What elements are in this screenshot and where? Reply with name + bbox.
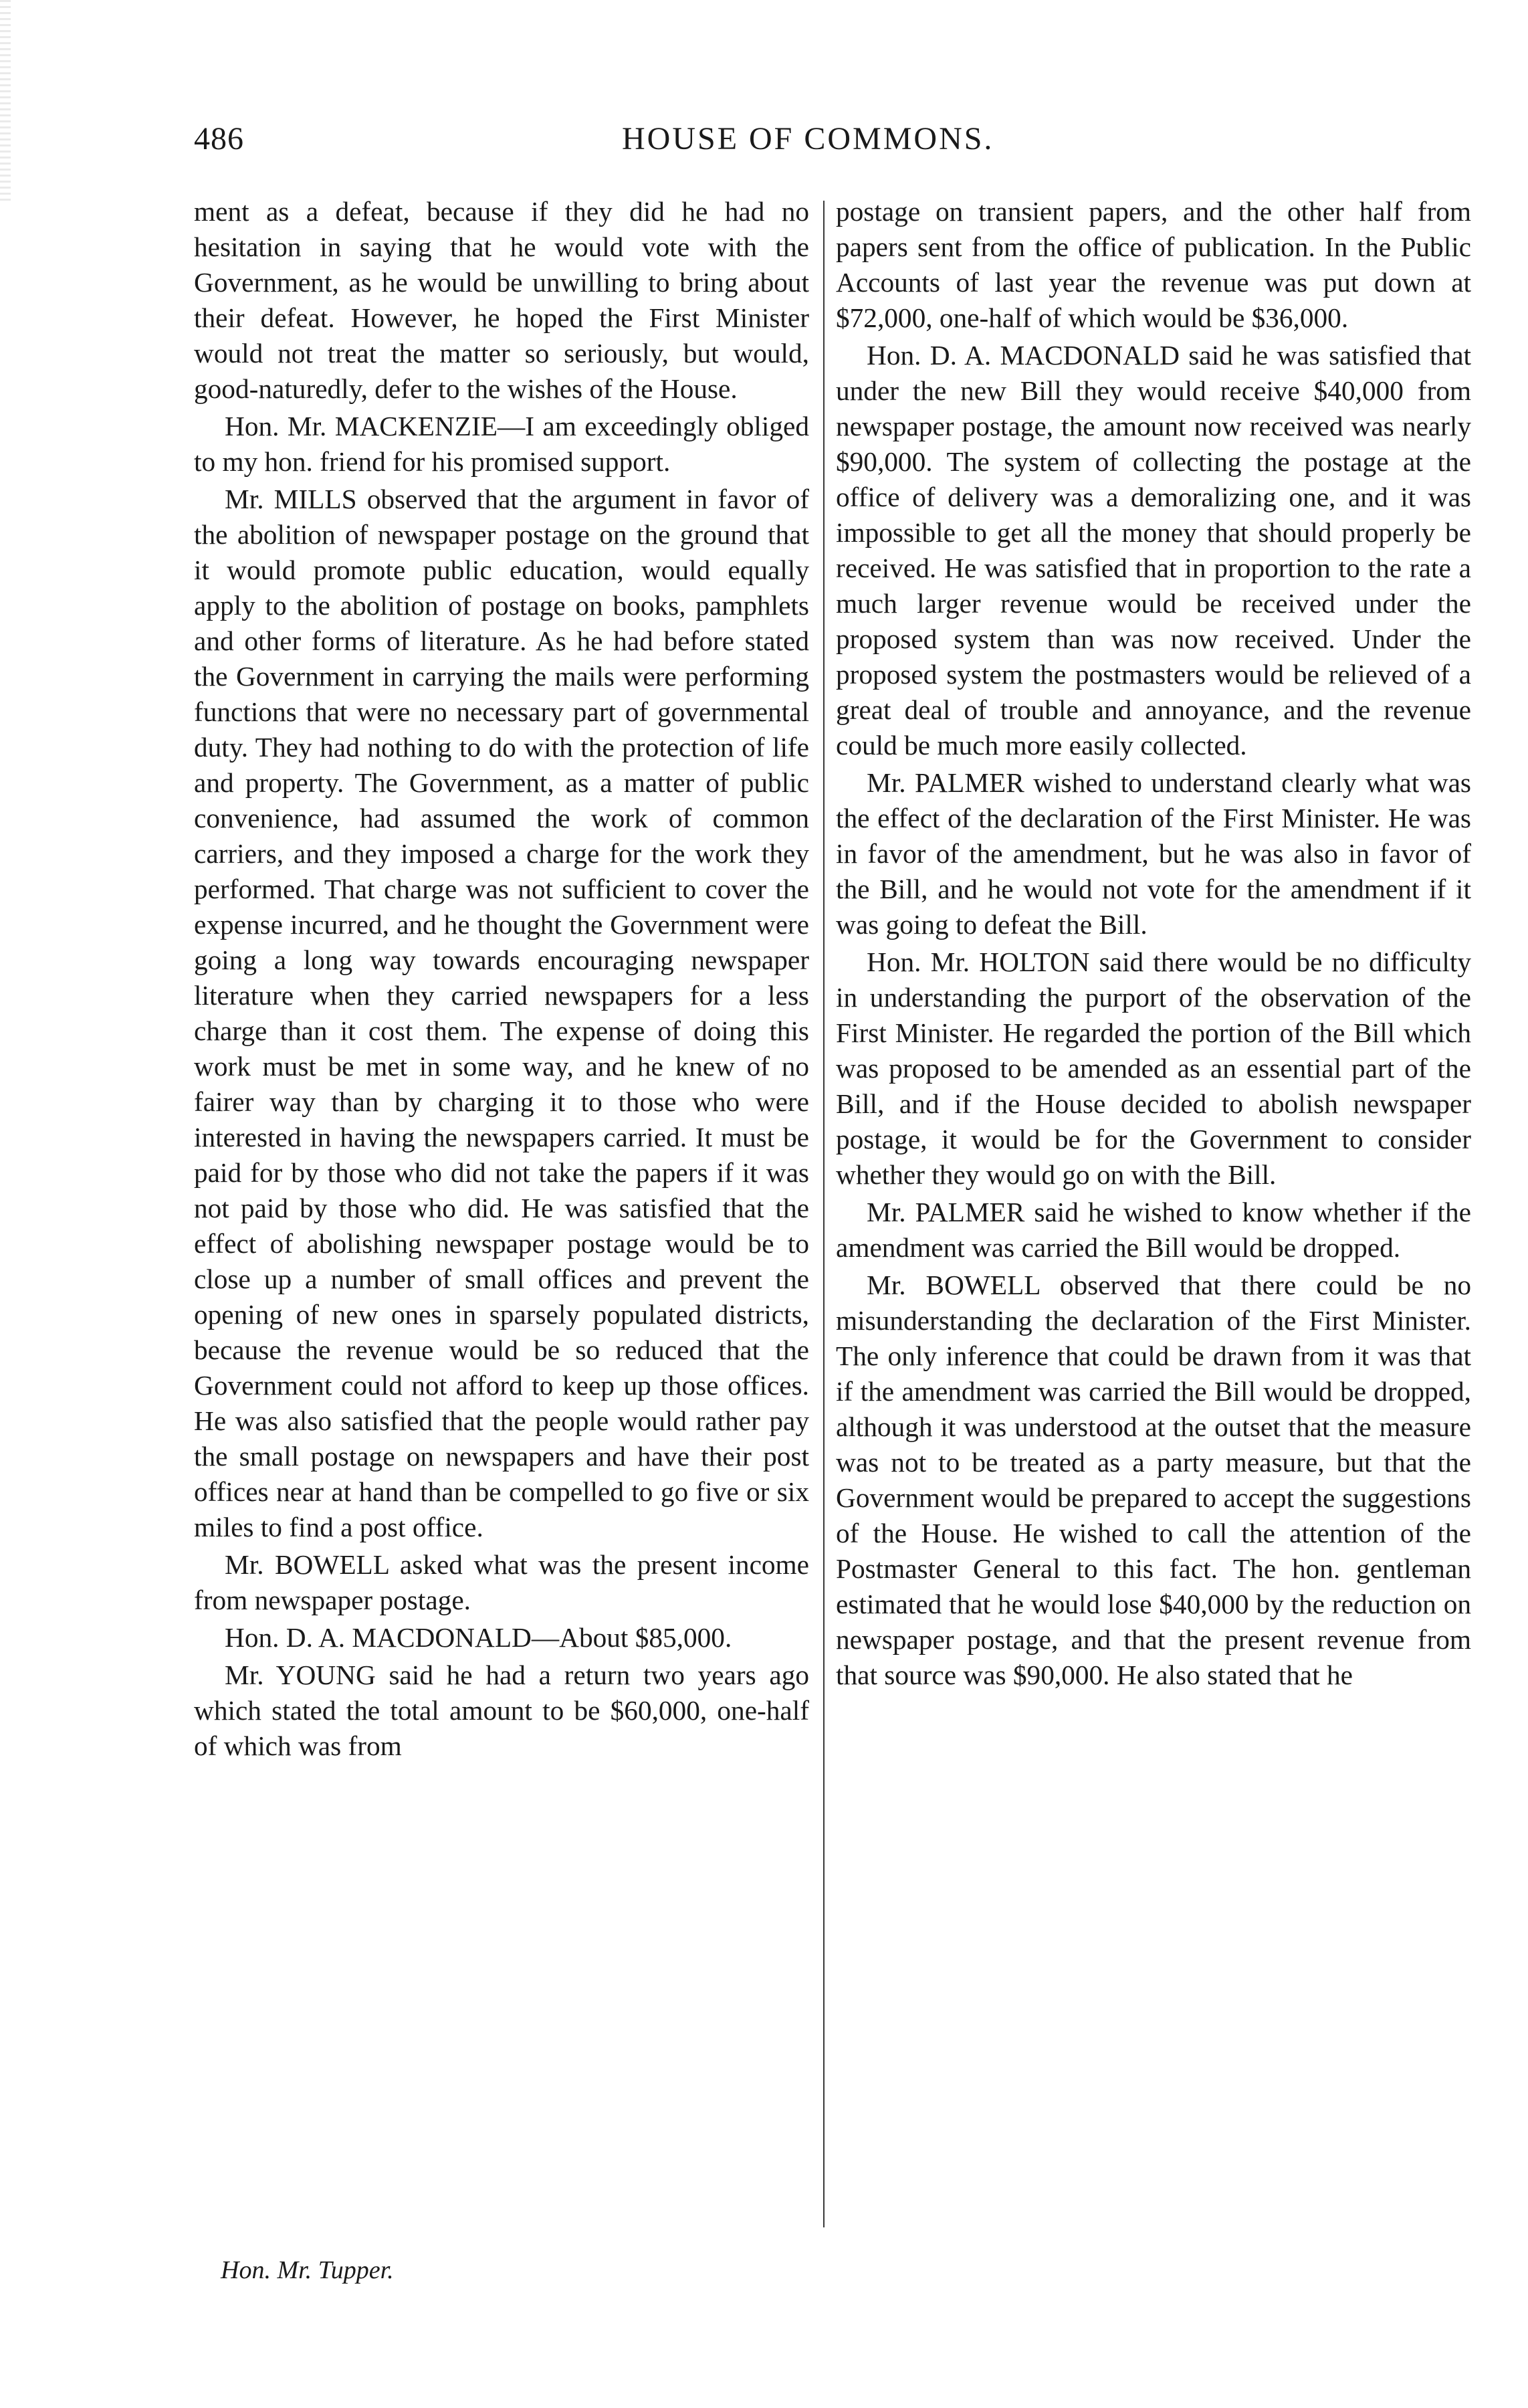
right-column — [836, 194, 1471, 1695]
column-divider — [823, 201, 825, 2227]
footer-speaker-note: Hon. Mr. Tupper. — [221, 2256, 394, 2284]
paragraph-right-1: postage on transient papers, and the other half from papers sent from the office of publication. In the Public Accounts of last year the revenue was put down at $72,000, one-half of which would be $36,000. — [836, 196, 1471, 333]
paragraph-right-6: Mr. BOWELL observed that there could be no misunderstanding the declaration of the First Minister. The only inference that could be drawn from it was that if the amendment was carried the Bill would be dropped, although it was understood at the outset that the measure was not to be treated as a party measure, but that the Government would be prepared to accept the suggestions of the House. He wished to call the attention of the Postmaster General to this fact. The hon. gentleman estimated that he would lose $40,000 by the reduction on newspaper postage, and that the present revenue from that source was $90,000. He also stated that he — [836, 1270, 1471, 1690]
paragraph-left-2: Hon. Mr. MACKENZIE—I am exceedingly obliged to my hon. friend for his promised support. — [194, 411, 809, 477]
paragraph-left-5: Hon. D. A. MACDONALD—About $85,000. — [225, 1622, 732, 1653]
left-column — [194, 194, 809, 1766]
paragraph-left-4: Mr. BOWELL asked what was the present income from newspaper postage. — [194, 1549, 809, 1615]
paragraph-left-6: Mr. YOUNG said he had a return two years ago which stated the total amount to be $60,000, one-half of which was from — [194, 1660, 809, 1761]
page-header — [194, 120, 1331, 167]
running-title: HOUSE OF COMMONS. — [622, 121, 994, 157]
paragraph-left-3: Mr. MILLS observed that the argument in favor of the abolition of newspaper postage on the ground that it would promote public education, would equally apply to the abolition of postage on books, pamphlets and other forms of literature. As he had before stated the Government in carrying the mails were performing functions that were no necessary part of governmental duty. They had nothing to do with the protection of life and property. The Government, as a matter of public convenience, had assumed the work of common carriers, and they imposed a charge for the work they performed. That charge was not sufficient to cover the expense incurred, and he thought the Government were going a long way towards encouraging newspaper literature when they carried newspapers for a less charge than it cost them. The expense of doing this work must be met in some way, and he knew of no fairer way than by charging it to those who were interested in having the newspapers carried. It must be paid for by those who did not take the papers if it was not paid by those who did. He was satisfied that the effect of abolishing newspaper postage would be to close up a number of small offices and prevent the opening of new ones in sparsely populated districts, because the revenue would be so reduced that the Government could not afford to keep up those offices. He was also satisfied that the people would rather pay the small postage on newspapers and have their post offices near at hand than be compelled to go five or six miles to find a post office. — [194, 484, 809, 1542]
page-number: 486 — [194, 121, 244, 157]
paragraph-right-5: Mr. PALMER said he wished to know whether if the amendment was carried the Bill would be dropped. — [836, 1197, 1471, 1263]
paragraph-left-1: ment as a defeat, because if they did he had no hesitation in saying that he would vote with the Government, as he would be unwilling to bring about their defeat. However, he hoped the First Minister would not treat the matter so seriously, but would, good-naturedly, defer to the wishes of the House. — [194, 196, 809, 404]
paragraph-right-3: Mr. PALMER wished to understand clearly what was the effect of the declaration of the First Minister. He was in favor of the amendment, but he was also in favor of the Bill, and he would not vote for the amendment if it was going to defeat the Bill. — [836, 767, 1471, 940]
paragraph-right-2: Hon. D. A. MACDONALD said he was satisfied that under the new Bill they would receive $40,000 from newspaper postage, the amount now received was nearly $90,000. The system of collecting the postage at the office of delivery was a demoralizing one, and it was impossible to get all the money that should properly be received. He was satisfied that in proportion to the rate a much larger revenue would be received under the proposed system than was now received. Under the proposed system the postmasters would be relieved of a great deal of trouble and annoyance, and the revenue could be much more easily collected. — [836, 340, 1471, 761]
paragraph-right-4: Hon. Mr. HOLTON said there would be no difficulty in understanding the purport of the observation of the First Minister. He regarded the portion of the Bill which was proposed to be amended as an essential part of the Bill, and if the House decided to abolish newspaper postage, it would be for the Government to consider whether they would go on with the Bill. — [836, 946, 1471, 1190]
scan-margin-artifact — [0, 0, 11, 201]
